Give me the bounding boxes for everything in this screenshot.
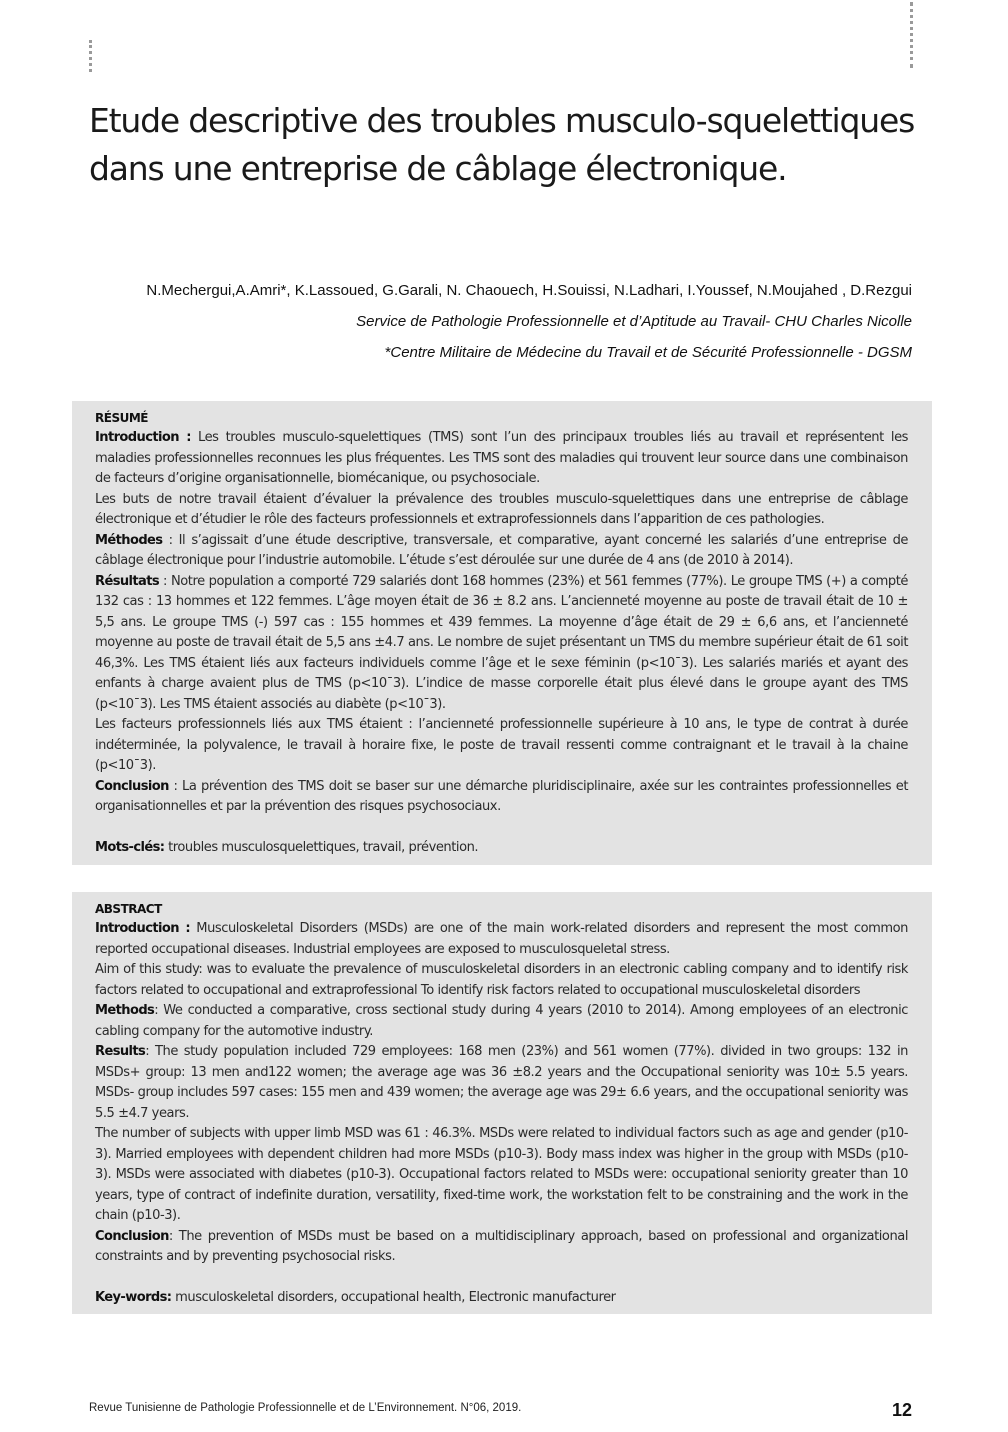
abstract-keywords-text: musculoskeletal disorders, occupational health, Electronic manufacturer xyxy=(171,1289,616,1305)
affiliation-2: *Centre Militaire de Médecine du Travail et de Sécurité Professionnelle - DGSM xyxy=(384,344,912,361)
abstract-methods xyxy=(95,1001,908,1042)
abstract-aim: Aim of this study: was to evaluate the prevalence of musculoskeletal disorders in an electronic cabling company and to identify risk factors related to occupational and extraprofessional To identify risk factors related to occupational musculoskeletal disorders xyxy=(95,962,908,998)
resume-keywords xyxy=(95,838,908,859)
abstract-conclusion xyxy=(95,1227,908,1268)
affiliation-1: Service de Pathologie Professionnelle et d’Aptitude au Travail- CHU Charles Nicolle xyxy=(356,313,912,330)
resume-intro-text: Les troubles musculo-squelettiques (TMS) sont l’un des principaux troubles liés au travail et représentent les maladies professionnelles reconnues les plus fréquentes. Les TMS sont des maladies qui trouvent leur source dans une combinaison de facteurs d’origine organisationnelle, biomécanique, ou psychosociale. xyxy=(95,430,909,486)
abstract-keywords xyxy=(95,1288,908,1309)
abstract-results-label: Results xyxy=(95,1044,146,1059)
resume-factors: Les facteurs professionnels liés aux TMS étaient : l’ancienneté professionnelle supérieure à 10 ans, le type de contrat à durée indéterminée, la polyvalence, le travail à horaire fixe, le poste de travail ressenti comme contraignant et le travail à la chaine (p<10¯3). xyxy=(95,717,908,773)
resume-methods xyxy=(95,531,908,572)
abstract-intro-text: Musculoskeletal Disorders (MSDs) are one of the main work-related disorders and represent the most common reported occupational diseases. Industrial employees are exposed to musculosqueletal stress. xyxy=(95,921,908,957)
resume-aim: Les buts de notre travail étaient d’évaluer la prévalence des troubles musculo-squelettiques dans une entreprise de câblage électronique et d’étudier le rôle des facteurs professionnels et extraprofessionnels dans l’apparition de ces pathologies. xyxy=(95,491,908,527)
resume-introduction xyxy=(95,428,908,490)
abstract-conclusion-label: Conclusion xyxy=(95,1228,169,1244)
resume-results-text: : Notre population a comporté 729 salariés dont 168 hommes (23%) et 561 femmes (77%). Le groupe TMS (+) a compté 132 cas : 13 hommes et 122 femmes. L’âge moyen était de 36 ± 8.2 ans. L’ancienneté moyenne au poste de travail était de 10 ± 5,5 ans. Le groupe TMS (-) 597 cas : 155 hommes et 439 femmes. La moyenne d’âge était de 29 ± 6,6 ans, et l’ancienneté moyenne au poste de travail était de 5,5 ans ±4.7 ans. Le nombre de sujet présentant un TMS du membre supérieur était de 61 soit 46,3%. Les TMS étaient liés aux facteurs individuels comme l’âge et le sexe féminin (p<10¯3). Les salariés mariés et ayant des enfants à charge avaient plus de TMS (p<10¯3). L’indice de masse corporelle était plus élevé dans le groupe ayant des TMS (p<10¯3). Les TMS étaient associés au diabète (p<10¯3). xyxy=(95,573,908,712)
abstract-introduction xyxy=(95,919,908,960)
resume-box xyxy=(72,401,932,865)
decorative-dotted-line-right xyxy=(910,2,913,68)
page-number: 12 xyxy=(891,1400,912,1420)
abstract-conclusion-text: : The prevention of MSDs must be based on a multidisciplinary approach, based on professional and organizational constraints and by preventing psychosocial risks. xyxy=(95,1228,908,1264)
decorative-dotted-line-left xyxy=(89,40,92,72)
resume-body xyxy=(95,428,908,858)
author-list: N.Mechergui,A.Amri*, K.Lassoued, G.Garali, N. Chaouech, H.Souissi, N.Ladhari, I.Youssef, N.Moujahed , D.Rezgui xyxy=(146,282,912,299)
resume-heading: RÉSUMÉ xyxy=(95,411,148,425)
resume-keywords-label: Mots-clés: xyxy=(95,839,165,855)
resume-keywords-text: troubles musculosquelettiques, travail, prévention. xyxy=(164,839,479,855)
resume-conclusion xyxy=(95,777,908,818)
resume-conclusion-label: Conclusion xyxy=(95,778,169,794)
resume-methods-label: Méthodes xyxy=(95,532,163,548)
resume-conclusion-text: : La prévention des TMS doit se baser sur une démarche pluridisciplinaire, axée sur les contraintes professionnelles et organisationnelles et par la prévention des risques psychosociaux. xyxy=(95,778,908,814)
abstract-keywords-label: Key-words: xyxy=(95,1289,172,1305)
abstract-intro-label: Introduction : xyxy=(95,921,191,936)
abstract-body xyxy=(95,919,908,1308)
abstract-heading: ABSTRACT xyxy=(95,902,162,916)
resume-intro-label: Introduction : xyxy=(95,430,191,445)
resume-results xyxy=(95,572,908,716)
abstract-results xyxy=(95,1042,908,1124)
abstract-box xyxy=(72,892,932,1314)
journal-footer: Revue Tunisienne de Pathologie Professionnelle et de L’Environnement. N°06, 2019. xyxy=(89,1402,522,1414)
abstract-upper-limb: The number of subjects with upper limb MSD was 61 : 46.3%. MSDs were related to individual factors such as age and gender (p10-3). Married employees with dependent children had more MSDs (p10-3). Body mass index was higher in the group with MSDs (p10-3). MSDs were associated with diabetes (p10-3). Occupational factors related to MSDs were: occupational seniority greater than 10 years, type of contract of indefinite duration, versatility, fixed-time work, the workstation felt to be constraining and the work in the chain (p10-3). xyxy=(95,1126,908,1223)
abstract-methods-text: : We conducted a comparative, cross sectional study during 4 years (2010 to 2014). Among employees of an electronic cabling company for the automotive industry. xyxy=(95,1003,908,1039)
abstract-results-text: : The study population included 729 employees: 168 men (23%) and 561 women (77%). divided in two groups: 132 in MSDs+ group: 13 men and122 women; the average age was 36 ±8.2 years and the Occupational seniority was 10± 5.5 years. MSDs- group includes 597 cases: 155 men and 439 women; the average age was 29± 6.6 years, and the occupational seniority was 5.5 ±4.7 years. xyxy=(95,1044,908,1121)
article-title: Etude descriptive des troubles musculo-squelettiques dans une entreprise de câblage électronique. xyxy=(89,101,915,188)
resume-methods-text: : Il s’agissait d’une étude descriptive, transversale, et comparative, ayant concerné les salariés d’une entreprise de câblage électronique pour l’industrie automobile. L’étude s’est déroulée sur une durée de 4 ans (de 2010 à 2014). xyxy=(95,532,908,568)
abstract-methods-label: Methods xyxy=(95,1003,155,1018)
resume-results-label: Résultats xyxy=(95,573,160,589)
